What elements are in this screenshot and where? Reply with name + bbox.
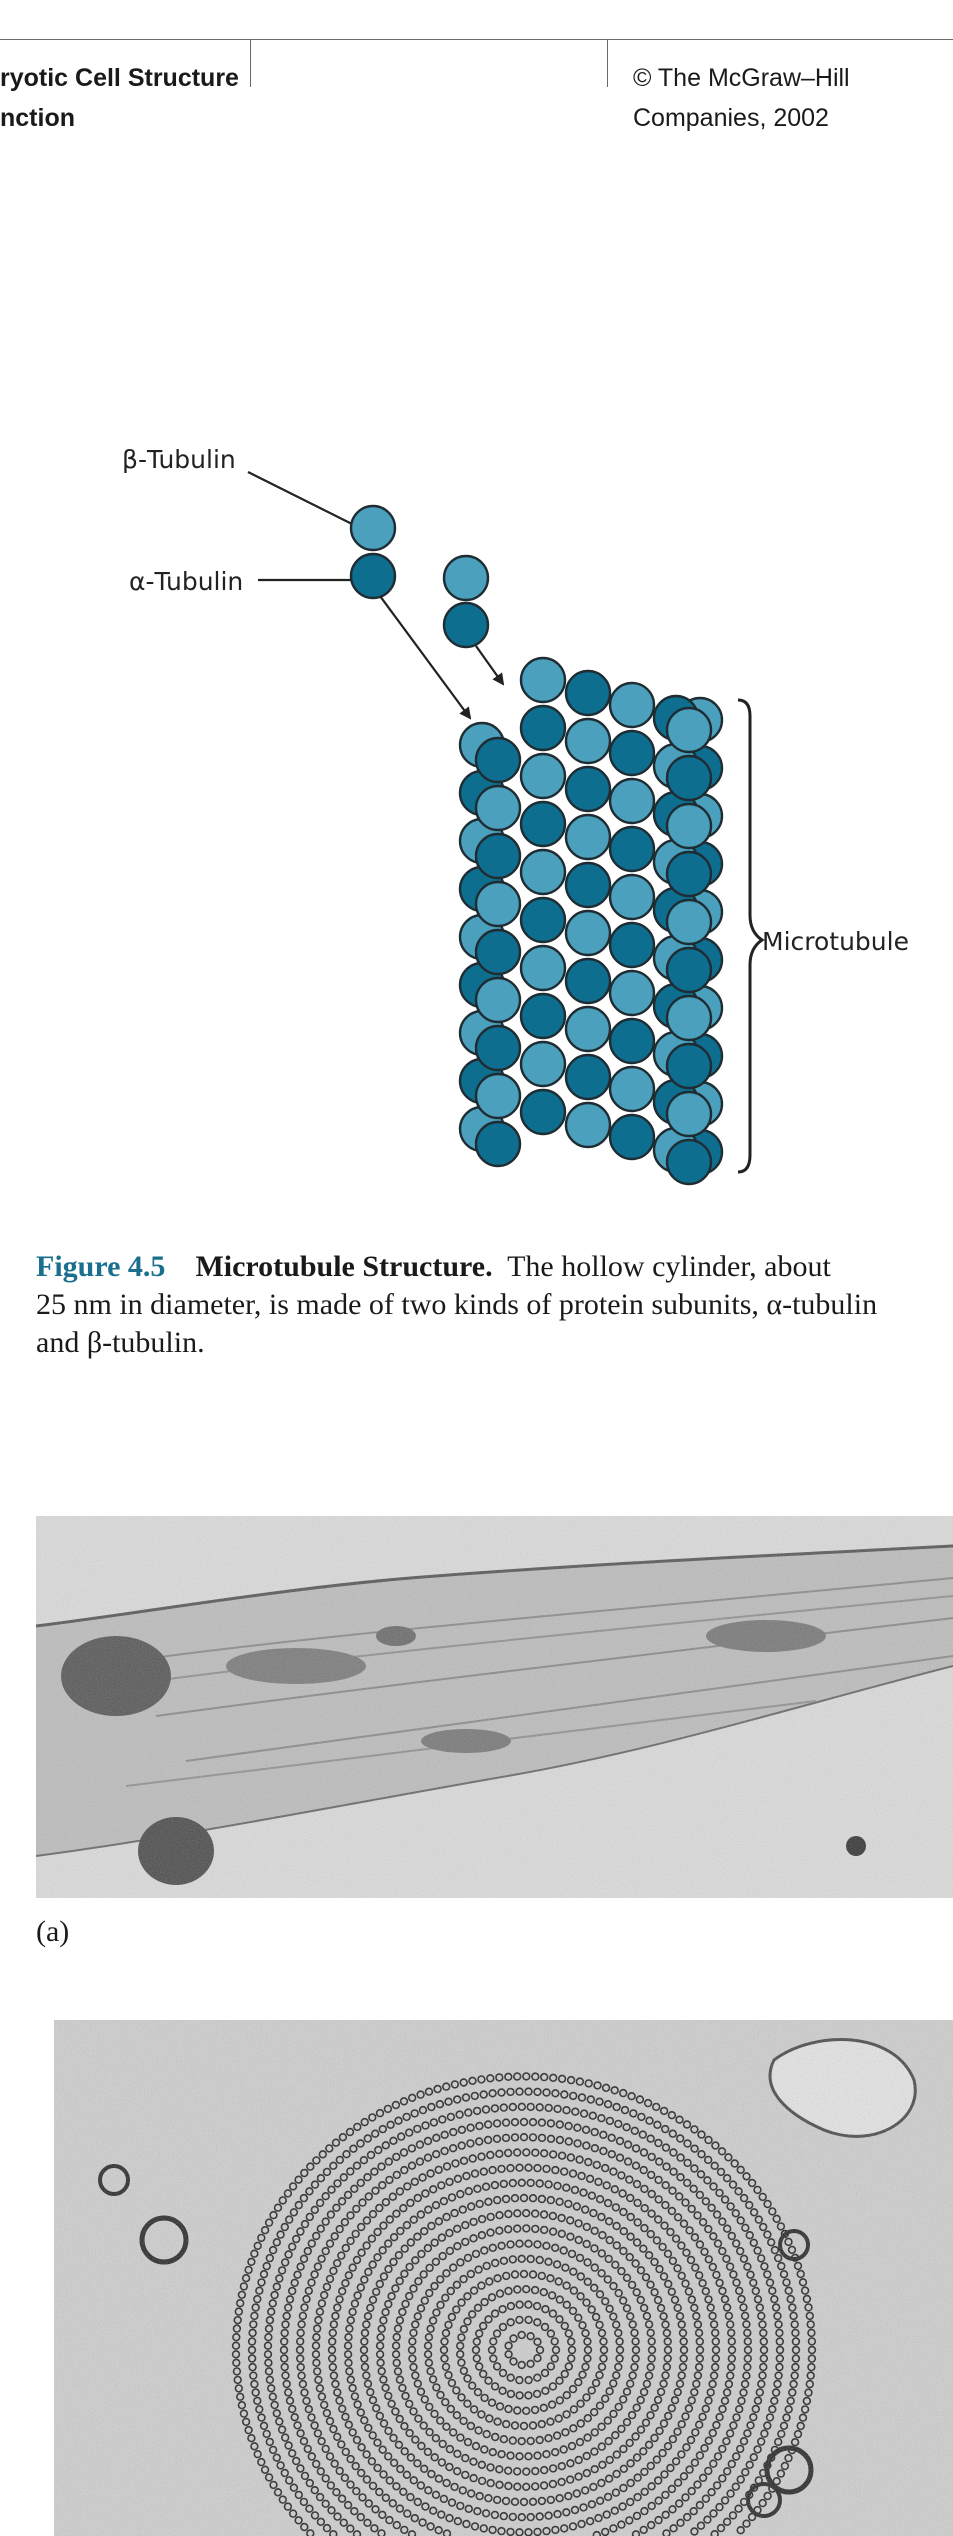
lattice-subunit [610,923,654,967]
lattice-subunit [667,756,711,800]
lattice-subunit [667,1140,711,1184]
lattice-subunit [521,658,565,702]
lattice-subunit [667,1044,711,1088]
caption-line-3: and β-tubulin. [36,1326,205,1359]
microtubule-label: Microtubule [762,927,909,956]
lattice-subunit [521,994,565,1038]
beta-tubulin-subunit [444,556,488,600]
lattice-subunit [667,900,711,944]
microtubule-lattice [460,658,722,1184]
lattice-subunit [521,802,565,846]
lattice-subunit [610,827,654,871]
lattice-subunit [566,1103,610,1147]
lattice-subunit [566,815,610,859]
lattice-subunit [610,779,654,823]
lattice-subunit [667,996,711,1040]
lattice-subunit [521,706,565,750]
running-header-chapter: ryotic Cell Structure nction [0,64,239,132]
lattice-subunit [476,738,520,782]
lattice-subunit [610,1067,654,1111]
lattice-subunit [610,683,654,727]
beta-tubulin-subunit [351,506,395,550]
header-rule [0,39,953,40]
lattice-subunit [610,1019,654,1063]
lattice-subunit [566,671,610,715]
figure-caption [36,1248,953,1362]
microtubule-brace [738,700,762,1172]
microtubule-diagram [0,400,953,1200]
lattice-subunit [521,946,565,990]
header-divider-left [250,39,251,87]
caption-line-2: 25 nm in diameter, is made of two kinds of protein subunits, α-tubulin [36,1288,878,1321]
lattice-subunit [566,911,610,955]
lattice-subunit [476,1074,520,1118]
lattice-subunit [476,786,520,830]
lattice-subunit [667,852,711,896]
panel-label-a: (a) [36,1915,70,1948]
lattice-subunit [610,1115,654,1159]
running-header-copyright: © The McGraw–Hill Companies, 2002 [633,64,850,132]
lattice-subunit [476,978,520,1022]
lattice-subunit [566,719,610,763]
lattice-subunit [667,708,711,752]
lattice-subunit [521,898,565,942]
lattice-subunit [566,959,610,1003]
lattice-subunit [566,767,610,811]
lattice-subunit [476,1122,520,1166]
lattice-subunit [667,1092,711,1136]
lattice-subunit [521,850,565,894]
lattice-subunit [476,930,520,974]
caption-line-1: The hollow cylinder, about [507,1250,831,1283]
free-tubulin-dimers [351,506,488,647]
lattice-subunit [610,971,654,1015]
dimer-arrow-2 [476,646,503,684]
figure-title: Microtubule Structure. [195,1250,493,1283]
micrograph-b [54,2020,953,2536]
lattice-subunit [566,863,610,907]
alpha-tubulin-subunit [444,603,488,647]
lattice-subunit [521,754,565,798]
micrograph-a [36,1516,953,1898]
header-divider-right [607,39,608,87]
alpha-tubulin-label: α-Tubulin [129,567,244,596]
lattice-subunit [476,1026,520,1070]
beta-leader-line [248,472,352,524]
lattice-subunit [521,1042,565,1086]
lattice-subunit [667,948,711,992]
lattice-subunit [566,1007,610,1051]
lattice-subunit [566,1055,610,1099]
lattice-subunit [521,1090,565,1134]
lattice-subunit [667,804,711,848]
lattice-subunit [610,875,654,919]
lattice-subunit [476,834,520,878]
figure-number: Figure 4.5 [36,1250,166,1283]
beta-tubulin-label: β-Tubulin [122,445,236,474]
alpha-tubulin-subunit [351,554,395,598]
lattice-subunit [610,731,654,775]
lattice-subunit [476,882,520,926]
